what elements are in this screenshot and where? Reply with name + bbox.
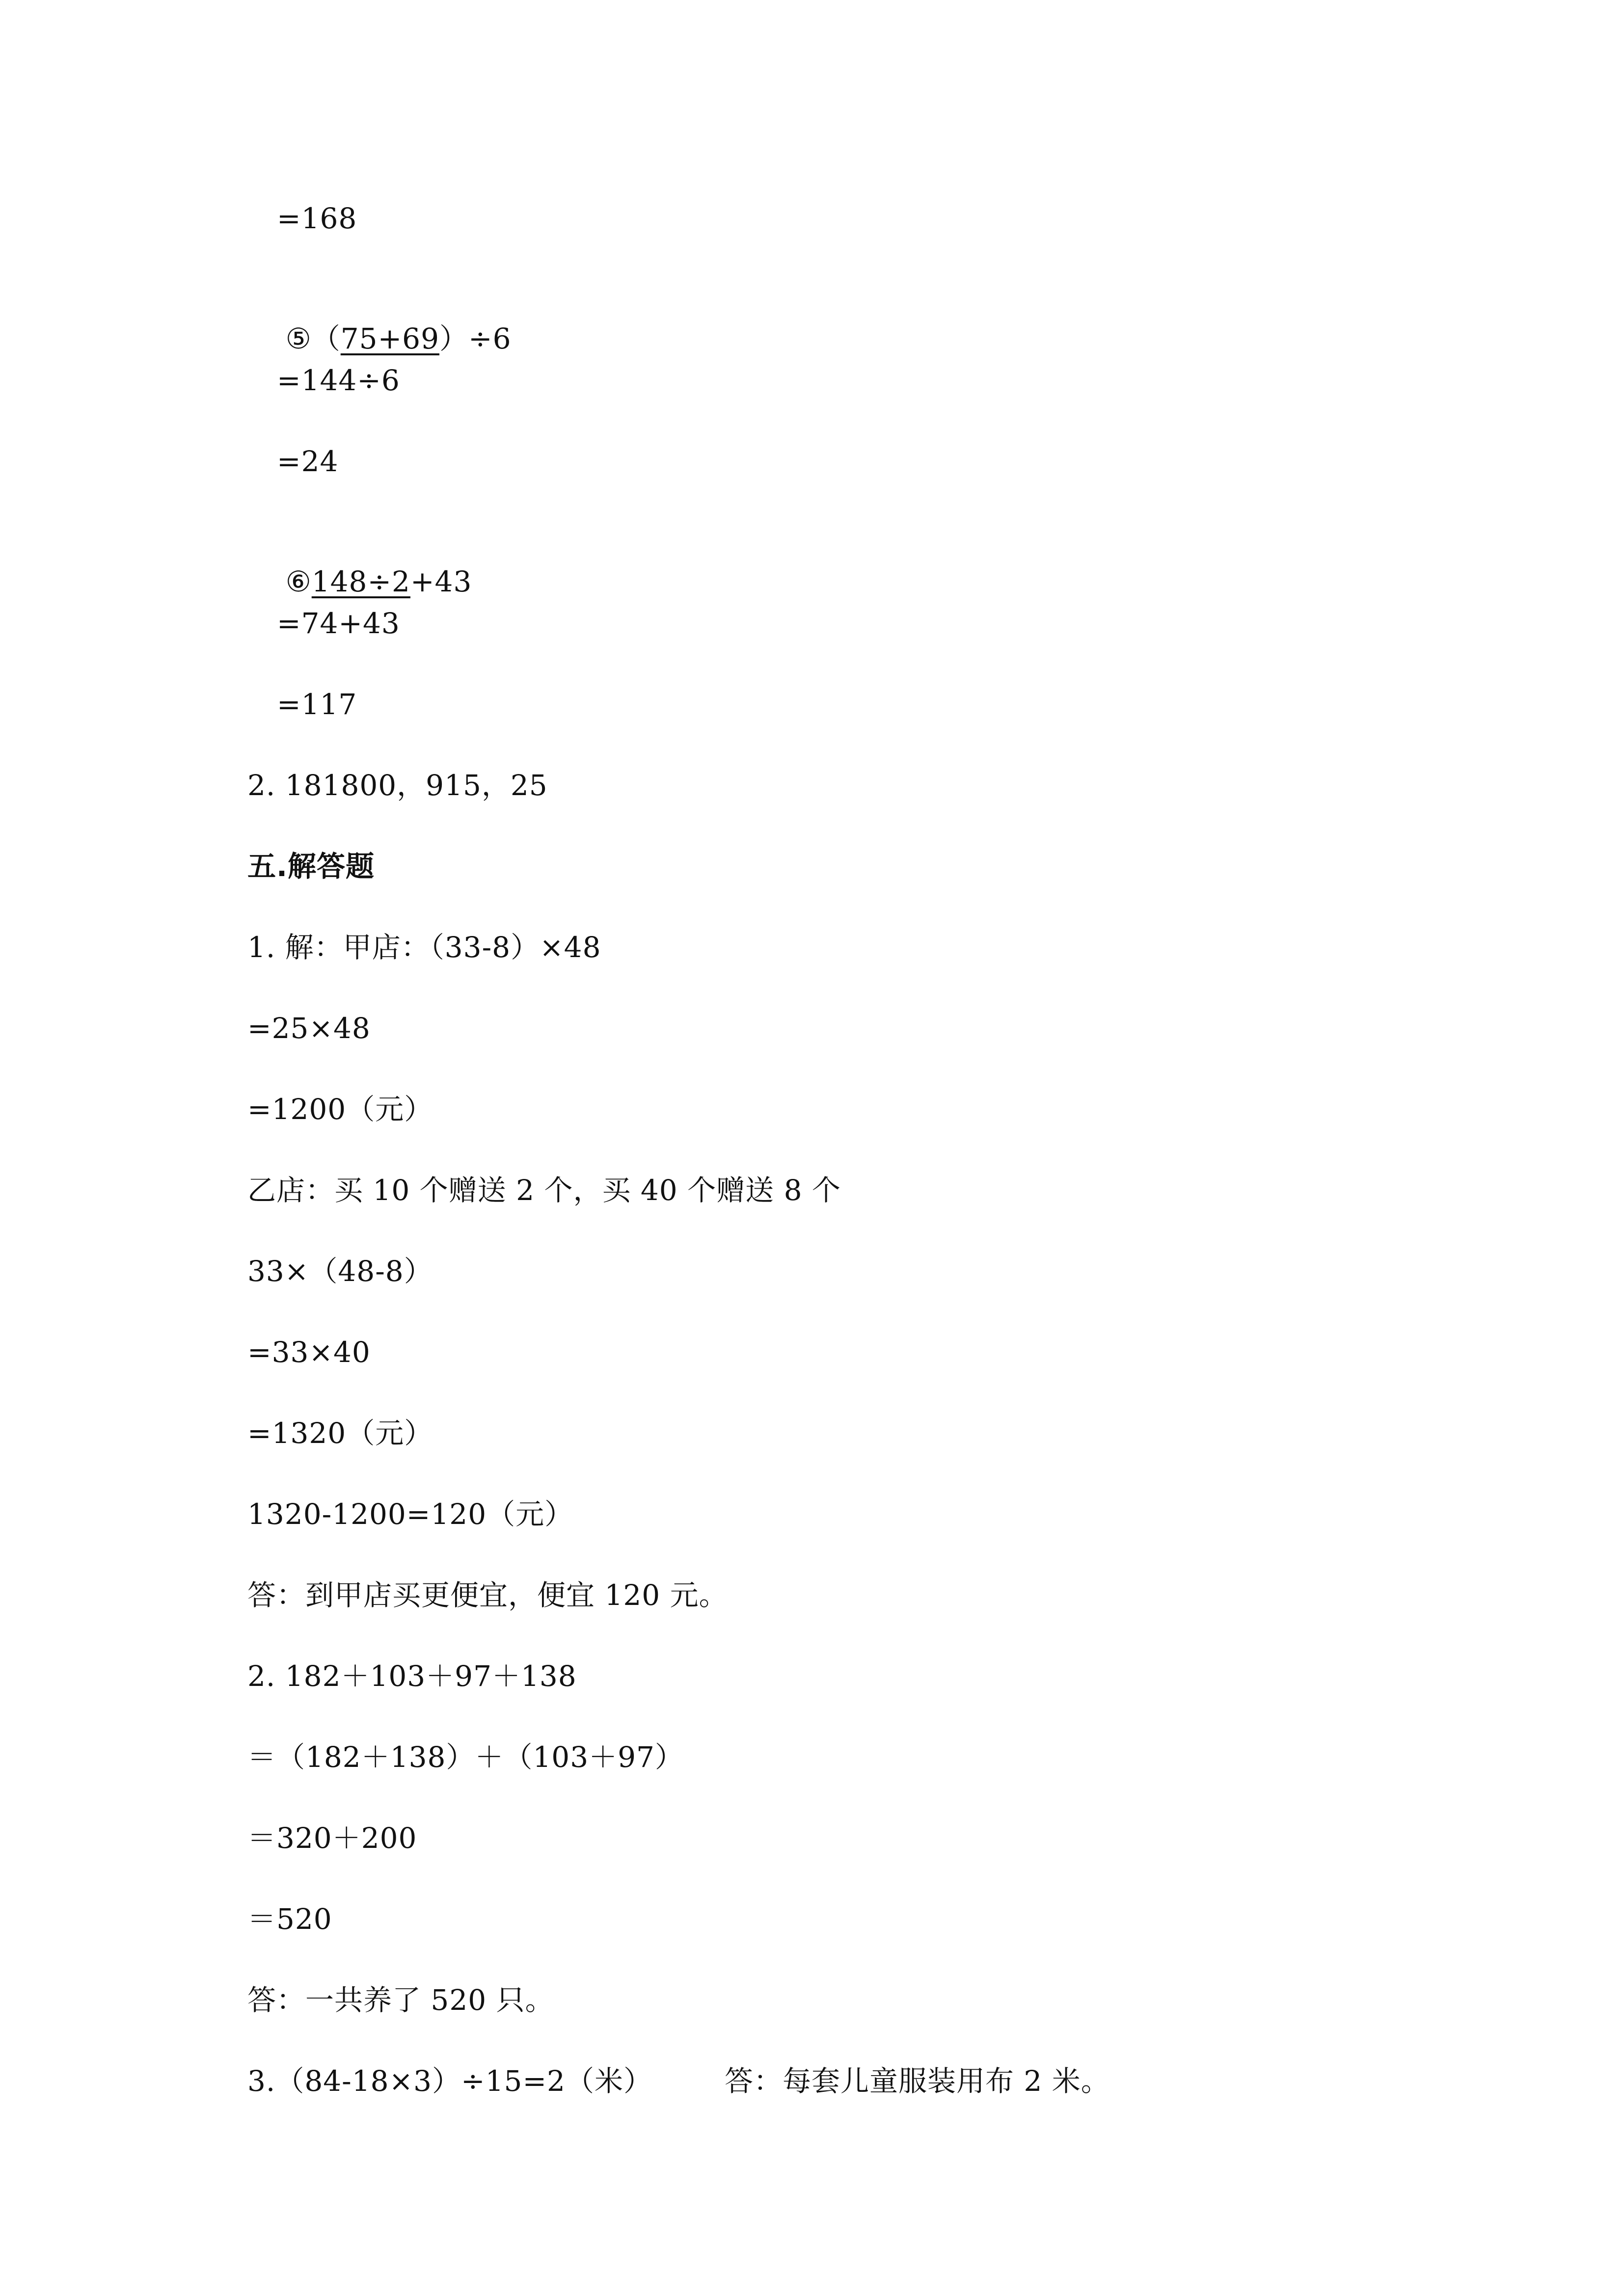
step-line: =168 bbox=[277, 202, 357, 235]
answer-line: 乙店：买 10 个赠送 2 个，买 40 个赠送 8 个 bbox=[247, 1174, 841, 1207]
step-line: =117 bbox=[277, 688, 357, 721]
step-line: =25×48 bbox=[247, 1012, 371, 1045]
step-line: 33×（48-8） bbox=[247, 1255, 433, 1288]
answer-line: 3.（84-18×3）÷15=2（米） bbox=[247, 2064, 652, 2098]
step-line: =144÷6 bbox=[277, 364, 400, 397]
expression-rest: ）÷6 bbox=[439, 322, 512, 355]
answer-line: 2. 182＋103＋97＋138 bbox=[247, 1659, 577, 1693]
step-line: =24 bbox=[277, 445, 339, 478]
section-title: 五.解答题 bbox=[247, 850, 375, 883]
step-line: ＝520 bbox=[247, 1902, 332, 1936]
step-line: ＝320＋200 bbox=[247, 1821, 417, 1855]
step-line: 1320-1200=120（元） bbox=[247, 1497, 574, 1531]
circled-number-5: ⑤ bbox=[285, 322, 312, 355]
step-line: =33×40 bbox=[247, 1335, 371, 1369]
underlined-expression: 75+69 bbox=[340, 322, 439, 355]
conclusion-line: 答：一共养了 520 只。 bbox=[247, 1983, 554, 2017]
answer-line: 2. 181800，915，25 bbox=[247, 769, 548, 802]
open-paren: （ bbox=[311, 322, 341, 355]
expression-rest: +43 bbox=[410, 565, 472, 598]
step-line: =1320（元） bbox=[247, 1416, 433, 1450]
circled-number-6: ⑥ bbox=[285, 565, 312, 598]
step-line: =74+43 bbox=[277, 607, 400, 640]
answer-line: 1. 解：甲店：（33-8）×48 bbox=[247, 931, 601, 964]
step-line: =1200（元） bbox=[247, 1093, 433, 1126]
step-line: ＝（182＋138）＋（103＋97） bbox=[247, 1740, 684, 1774]
underlined-expression: 148÷2 bbox=[311, 565, 410, 598]
conclusion-line: 答：到甲店买更便宜，便宜 120 元。 bbox=[247, 1578, 728, 1612]
conclusion-line: 答：每套儿童服装用布 2 米。 bbox=[725, 2064, 1110, 2098]
